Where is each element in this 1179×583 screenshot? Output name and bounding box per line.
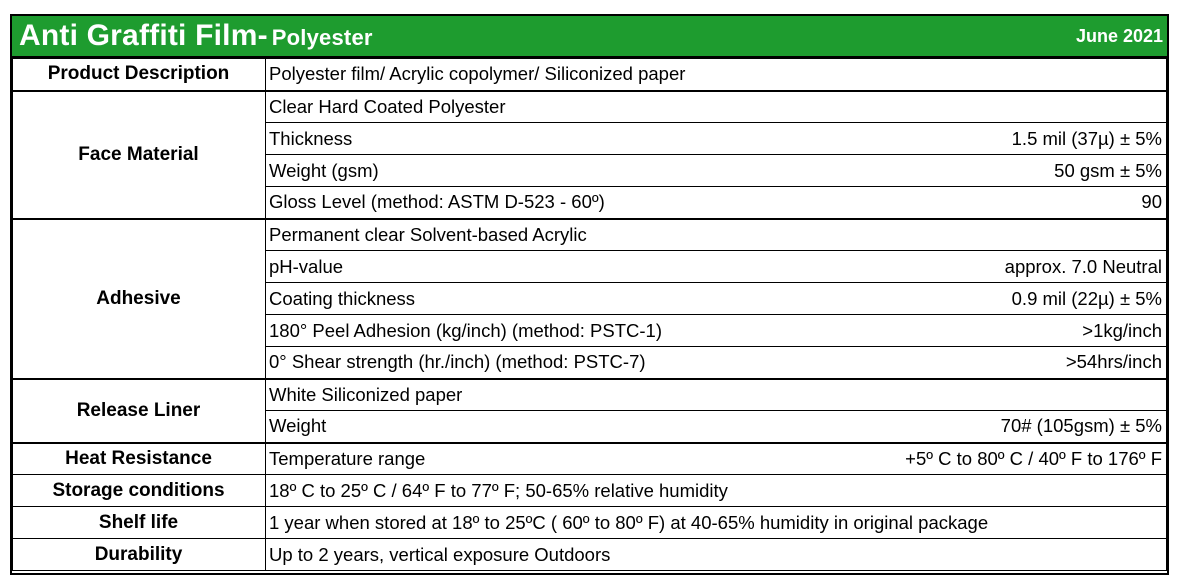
row-label-heat-resistance: Heat Resistance [13,443,266,475]
title-main: Anti Graffiti Film- [19,19,268,52]
face-thickness-value: 1.5 mil (37µ) ± 5% [716,123,1167,155]
adhesive-shear-label: 0° Shear strength (hr./inch) (method: PSTC-7) [266,347,717,379]
liner-weight-label: Weight [266,411,717,443]
heat-range-value: +5º C to 80º C / 40º F to 176º F [716,443,1167,475]
table-row [13,379,1167,411]
liner-weight-value: 70# (105gsm) ± 5% [716,411,1167,443]
face-weight-label: Weight (gsm) [266,155,717,187]
face-weight-value: 50 gsm ± 5% [716,155,1167,187]
adhesive-coating-label: Coating thickness [266,283,717,315]
storage-conditions-value: 18º C to 25º C / 64º F to 77º F; 50-65% relative humidity [266,475,1167,507]
product-description-value: Polyester film/ Acrylic copolymer/ Siliconized paper [266,59,1167,91]
row-label-durability: Durability [13,539,266,571]
adhesive-shear-value: >54hrs/inch [716,347,1167,379]
table-row [13,507,1167,539]
table-row [13,219,1167,251]
row-label-shelf-life: Shelf life [13,507,266,539]
spec-table [12,58,1167,571]
row-label-product-description: Product Description [13,59,266,91]
adhesive-type: Permanent clear Solvent-based Acrylic [266,219,1167,251]
heat-range-label: Temperature range [266,443,717,475]
row-label-storage-conditions: Storage conditions [13,475,266,507]
table-row [13,91,1167,123]
adhesive-peel-label: 180° Peel Adhesion (kg/inch) (method: PSTC-1) [266,315,717,347]
table-row [13,59,1167,91]
table-row [13,475,1167,507]
durability-value: Up to 2 years, vertical exposure Outdoors [266,539,1167,571]
header-bar [12,16,1167,58]
row-label-face-material: Face Material [13,91,266,219]
adhesive-peel-value: >1kg/inch [716,315,1167,347]
face-gloss-value: 90 [716,187,1167,219]
adhesive-ph-label: pH-value [266,251,717,283]
shelf-life-value: 1 year when stored at 18º to 25ºC ( 60º to 80º F) at 40-65% humidity in original package [266,507,1167,539]
face-gloss-label: Gloss Level (method: ASTM D-523 - 60º) [266,187,717,219]
row-label-adhesive: Adhesive [13,219,266,379]
liner-type: White Siliconized paper [266,379,1167,411]
page-title [19,19,373,53]
adhesive-ph-value: approx. 7.0 Neutral [716,251,1167,283]
table-row [13,539,1167,571]
header-date: June 2021 [1075,26,1163,46]
table-row [13,443,1167,475]
row-label-release-liner: Release Liner [13,379,266,443]
spec-sheet [10,14,1169,575]
face-thickness-label: Thickness [266,123,717,155]
title-subtitle: Polyester [271,25,373,50]
face-material-type: Clear Hard Coated Polyester [266,91,1167,123]
adhesive-coating-value: 0.9 mil (22µ) ± 5% [716,283,1167,315]
